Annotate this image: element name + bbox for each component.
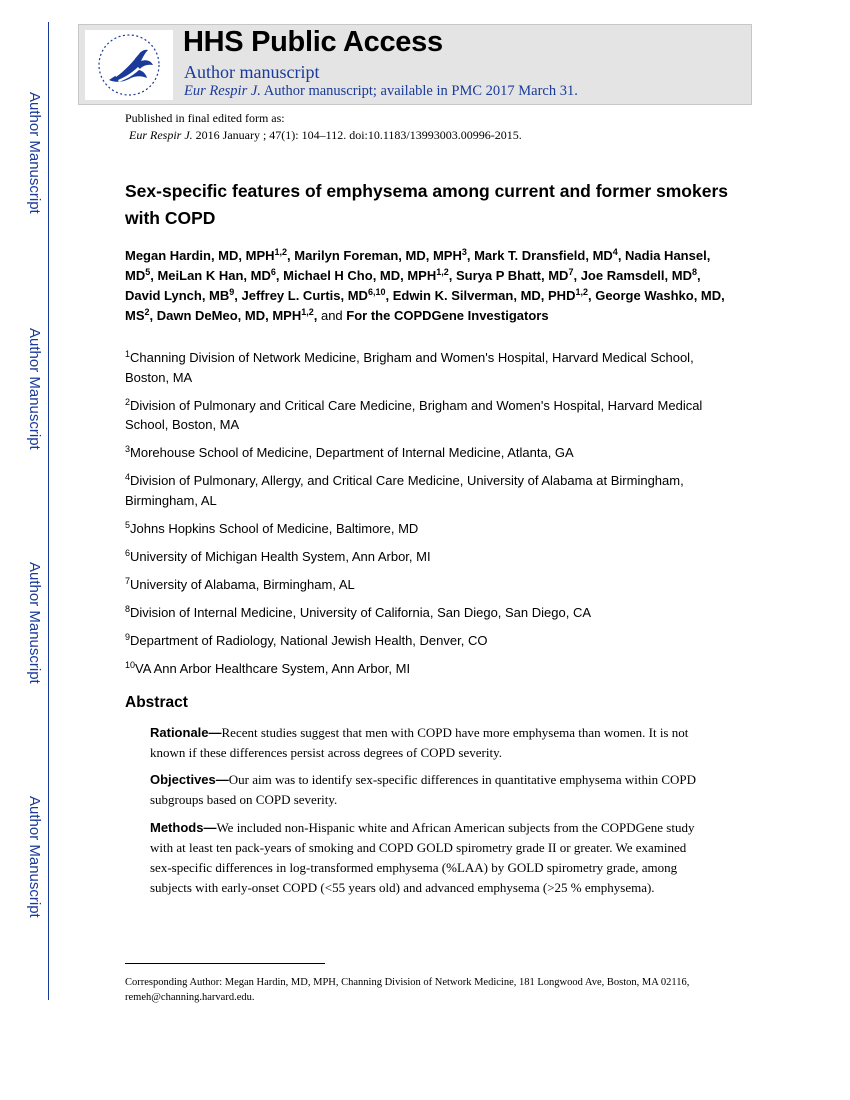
margin-label: Author Manuscript: [26, 92, 43, 214]
author: Joe Ramsdell, $MD^8$: [580, 267, 697, 283]
author: MeiLan K Han, $MD^6$: [157, 267, 276, 283]
author: Dawn DeMeo, MD, MPH$^{1,2}$: [156, 307, 314, 323]
section-text: Our aim was to identify sex-specific differences in quantitative emphysema within COPD subgroups based on COPD severity.: [150, 772, 697, 807]
author: Mark T. Dransfield, $MD^4$: [474, 247, 618, 263]
author: Jeffrey L. Curtis, MD$^{6,10}$: [241, 287, 386, 303]
published-label: Published in final edited form as:: [125, 111, 285, 125]
author: Nadia Hansel, $MD^5$: [125, 248, 711, 283]
affiliation: $^3$Morehouse School of Medicine, Department of Internal Medicine, Atlanta, GA: [125, 444, 574, 460]
author: David Lynch, $MB^9$: [125, 287, 235, 303]
margin-label: Author Manuscript: [26, 562, 43, 684]
author: Surya P Bhatt, $MD^7$: [456, 267, 574, 283]
affiliation: $^7$University of Alabama, Birmingham, AL: [125, 575, 355, 592]
journal-name: Eur Respir J.: [184, 83, 261, 99]
abstract-objectives: [150, 770, 710, 810]
section-text: We included non-Hispanic white and African American subjects from the COPDGene study with at least ten pack-years of smoking and COPD GOLD spirometry grade II or greater. We examined sex-specific differences in log-transformed emphysema (%LAA) by GOLD spirometry grade, among subjects with early-onset COPD (<55 years old) and advanced emphysema (>25 % emphysema).: [150, 820, 695, 895]
abstract-rationale: [150, 723, 710, 763]
availability-text: Author manuscript; available in PMC 2017 March 31.: [260, 83, 578, 99]
citation: [125, 127, 522, 144]
author: Michael H Cho, MD, MPH$^{1,2}$: [283, 267, 449, 283]
hhs-title: HHS Public Access: [183, 26, 443, 58]
author: Megan Hardin, MD, MPH$^{1,2}$: [125, 247, 288, 263]
author: George Washko, MD, $MS^2$: [125, 288, 725, 323]
citation-journal: Eur Respir J.: [129, 128, 193, 142]
abstract-methods: [150, 818, 710, 898]
affiliation: $^{10}$VA Ann Arbor Healthcare System, Ann Arbor, MI: [125, 659, 411, 676]
affiliation: $^4$Division of Pulmonary, Allergy, and Critical Care Medicine, University of Alabama at Birmingham, Birmingham, AL: [125, 472, 684, 508]
affiliation: $^8$Division of Internal Medicine, University of California, San Diego, San Diego, CA: [125, 603, 592, 620]
author-list: Megan Hardin, MD, MPH$^{1,2}$, Marilyn Foreman, MD, MPH$^3$, Mark T. Dransfield, $MD^4$, Nadia Hansel, $MD^5$, MeiLan K Han, $MD^6$, Michael H Cho, MD, MPH$^{1,2}$, Surya P Bhatt, $MD^7$, Joe Ramsdell, $MD^8$, David Lynch, $MB^9$, Jeffrey L. Curtis, MD$^{6,10}$, Edwin K. Silverman, MD, PHD$^{1,2}$, George Washko, MD, $MS^2$, Dawn DeMeo, MD, MPH$^{1,2}$, and For the COPDGene Investigators: [125, 247, 725, 323]
section-label: Rationale—: [150, 725, 222, 740]
section-label: Objectives—: [150, 772, 229, 787]
footnote-rule: [125, 963, 325, 964]
section-label: Methods—: [150, 820, 217, 835]
hhs-eagle-logo-icon: [85, 30, 173, 100]
affiliation: $^9$Department of Radiology, National Jewish Health, Denver, CO: [125, 631, 488, 648]
affiliation: $^2$Division of Pulmonary and Critical Care Medicine, Brigham and Women's Hospital, Harvard Medical School, Boston, MA: [125, 396, 703, 432]
article-title: Sex-specific features of emphysema among current and former smokers with COPD: [125, 181, 728, 228]
availability-line: [184, 83, 578, 100]
section-text: Recent studies suggest that men with COPD have more emphysema than women. It is not known if these differences persist across degrees of COPD severity.: [150, 725, 689, 760]
margin-rule: [48, 22, 49, 1000]
hhs-header: [78, 24, 752, 105]
publication-note: [125, 110, 522, 144]
affiliation-list: [125, 348, 725, 687]
affiliation: $^5$Johns Hopkins School of Medicine, Baltimore, MD: [125, 519, 419, 536]
margin-label: Author Manuscript: [26, 796, 43, 918]
authors-and: and: [320, 308, 343, 323]
abstract-heading: Abstract: [125, 694, 188, 711]
author: Edwin K. Silverman, MD, PHD$^{1,2}$: [392, 287, 588, 303]
manuscript-type: Author manuscript: [184, 62, 320, 82]
author-group: For the COPDGene Investigators: [346, 308, 549, 323]
margin-label: Author Manuscript: [26, 328, 43, 450]
citation-details: 2016 January ; 47(1): 104–112. doi:10.1183/13993003.00996-2015.: [192, 128, 522, 142]
corresponding-author-note: Corresponding Author: Megan Hardin, MD, MPH, Channing Division of Network Medicine, 181 Longwood Ave, Boston, MA 02116, remeh@channing.harvard.edu.: [125, 977, 690, 1003]
affiliation: $^6$University of Michigan Health System, Ann Arbor, MI: [125, 547, 431, 564]
affiliation: $^1$Channing Division of Network Medicine, Brigham and Women's Hospital, Harvard Medical School, Boston, MA: [125, 349, 694, 385]
author: Marilyn Foreman, MD, MPH$^3$: [294, 247, 467, 263]
